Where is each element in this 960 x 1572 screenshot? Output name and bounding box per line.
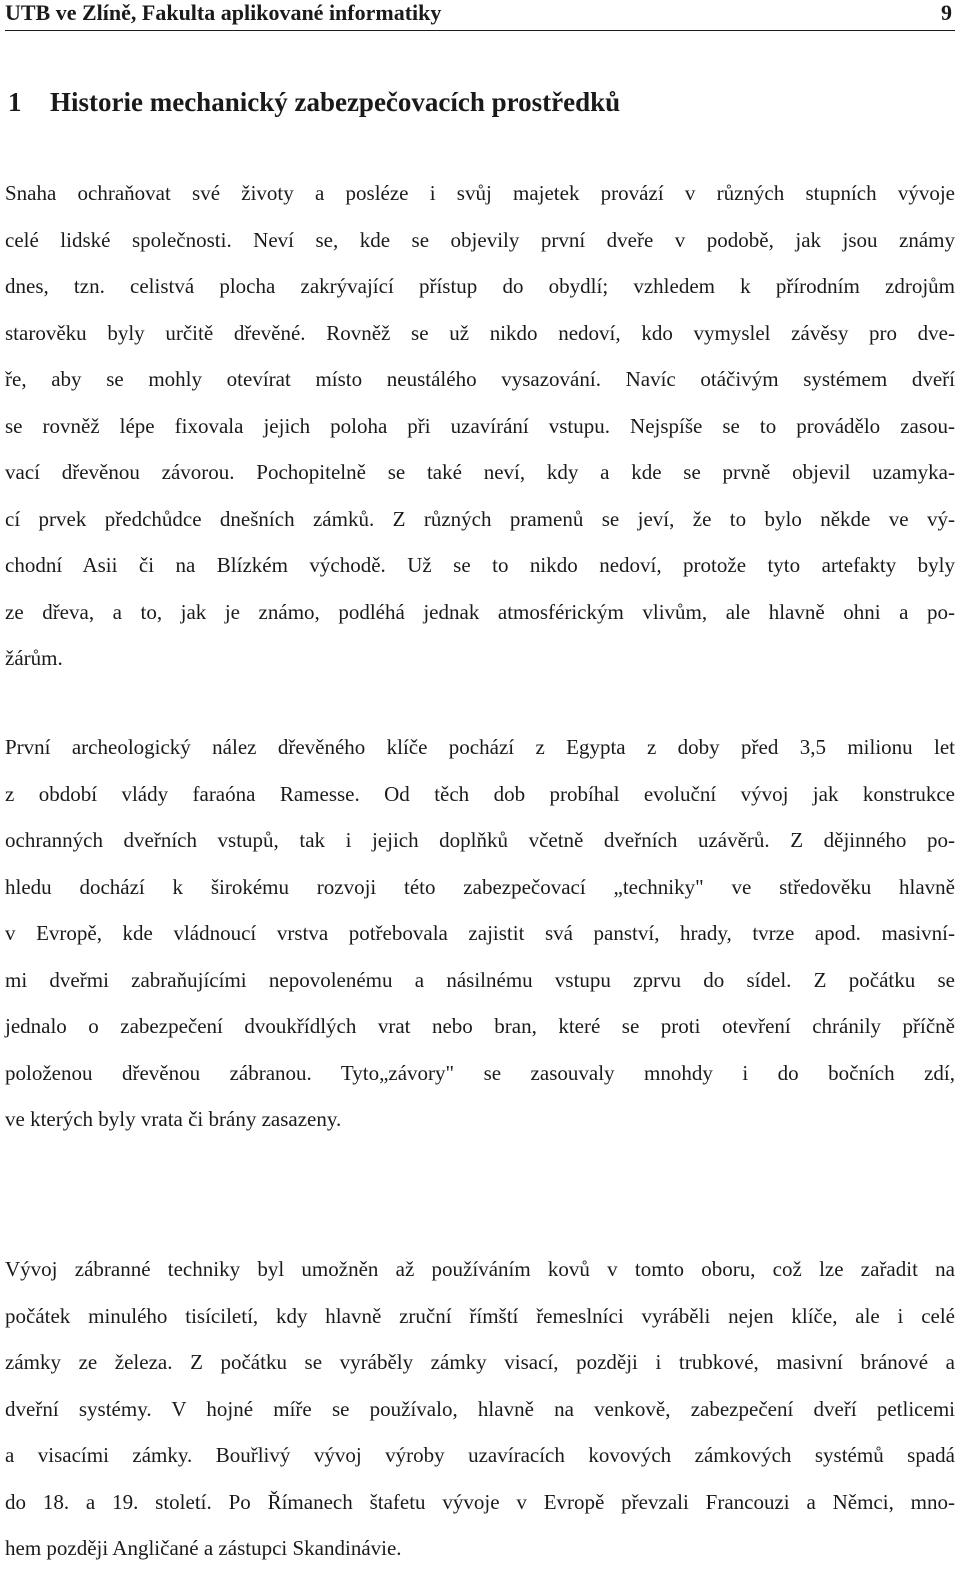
paragraph-line: starověku byly určitě dřevěné. Rovněž se už nikdo nedoví, kdo vymyslel závěsy pro dve-	[5, 320, 955, 345]
paragraph-line: se rovněž lépe fixovala jejich poloha při uzavírání vstupu. Nejspíše se to provádělo zasou-	[5, 413, 955, 438]
paragraph-line: jednalo o zabezpečení dvoukřídlých vrat nebo bran, které se proti otevření chránily příčně	[5, 1014, 955, 1038]
paragraph-line: chodní Asii či na Blízkém východě. Už se to nikdo nedoví, protože tyto artefakty byly	[5, 553, 955, 577]
paragraph-line: hem později Angličané a zástupci Skandinávie.	[5, 1536, 402, 1560]
paragraph-line: cí prvek předchůdce dnešních zámků. Z různých pramenů se jeví, že to bylo někde ve vý-	[5, 506, 955, 531]
paragraph-2	[5, 724, 955, 1143]
paragraph-line: položenou dřevěnou zábranou. Tyto„závory" se zasouvaly mnohdy i do bočních zdí,	[5, 1060, 955, 1085]
paragraph-3	[5, 1246, 955, 1572]
paragraph-line: ře, aby se mohly otevírat místo neustálého vysazování. Navíc otáčivým systémem dveří	[5, 367, 955, 391]
paragraph-line: dveřní systémy. V hojné míře se používalo, hlavně na venkově, zabezpečení dveří petlicemi	[5, 1396, 955, 1421]
chapter-title: Historie mechanický zabezpečovacích prostředků	[50, 87, 621, 117]
paragraph-line: vací dřevěnou závorou. Pochopitelně se také neví, kdy a kde se prvně objevil uzamyka-	[5, 460, 955, 484]
paragraph-line: Vývoj zábranné techniky byl umožněn až používáním kovů v tomto oboru, což lze zařadit na	[5, 1257, 955, 1281]
paragraph-line: Snaha ochraňovat své životy a posléze i svůj majetek provází v různých stupních vývoje	[5, 181, 955, 205]
paragraph-line: žárům.	[5, 646, 63, 670]
paragraph-line: z období vlády faraóna Ramesse. Od těch dob probíhal evoluční vývoj jak konstrukce	[5, 781, 955, 806]
header-institution: UTB ve Zlíně, Fakulta aplikované informatiky	[5, 0, 442, 25]
paragraph-line: a visacími zámky. Bouřlivý vývoj výroby uzavíracích kovových zámkových systémů spadá	[5, 1443, 955, 1467]
paragraph-line: ochranných dveřních vstupů, tak i jejich doplňků včetně dveřních uzávěrů. Z dějinného po-	[5, 828, 955, 852]
paragraph-line: zámky ze železa. Z počátku se vyráběly zámky visací, později i trubkové, masivní bránové a	[5, 1350, 955, 1374]
paragraph-line: počátek minulého tisíciletí, kdy hlavně zruční římští řemeslníci vyráběli nejen klíče, ale i celé	[5, 1303, 955, 1328]
header-page-number: 9	[941, 0, 952, 25]
chapter-heading	[8, 84, 620, 120]
paragraph-1	[5, 170, 955, 682]
chapter-number: 1	[8, 87, 22, 117]
paragraph-line: do 18. a 19. století. Po Římanech štafetu vývoje v Evropě převzali Francouzi a Němci, mno-	[5, 1489, 955, 1514]
paragraph-line: celé lidské společnosti. Neví se, kde se objevily první dveře v podobě, jak jsou známy	[5, 227, 955, 252]
paragraph-line: mi dveřmi zabraňujícími nepovolenému a násilnému vstupu zprvu do sídel. Z počátku se	[5, 967, 955, 992]
running-header	[5, 0, 952, 30]
header-rule	[5, 30, 955, 31]
paragraph-line: v Evropě, kde vládnoucí vrstva potřebovala zajistit svá panství, hrady, tvrze apod. masivní-	[5, 921, 955, 945]
paragraph-line: dnes, tzn. celistvá plocha zakrývající přístup do obydlí; vzhledem k přírodním zdrojům	[5, 274, 955, 298]
paragraph-line: ze dřeva, a to, jak je známo, podléhá jednak atmosférickým vlivům, ale hlavně ohni a po-	[5, 599, 955, 624]
paragraph-line: První archeologický nález dřevěného klíče pochází z Egypta z doby před 3,5 milionu let	[5, 735, 955, 759]
paragraph-line: hledu dochází k širokému rozvoji této zabezpečovací „techniky" ve středověku hlavně	[5, 874, 955, 899]
paragraph-line: ve kterých byly vrata či brány zasazeny.	[5, 1107, 342, 1131]
